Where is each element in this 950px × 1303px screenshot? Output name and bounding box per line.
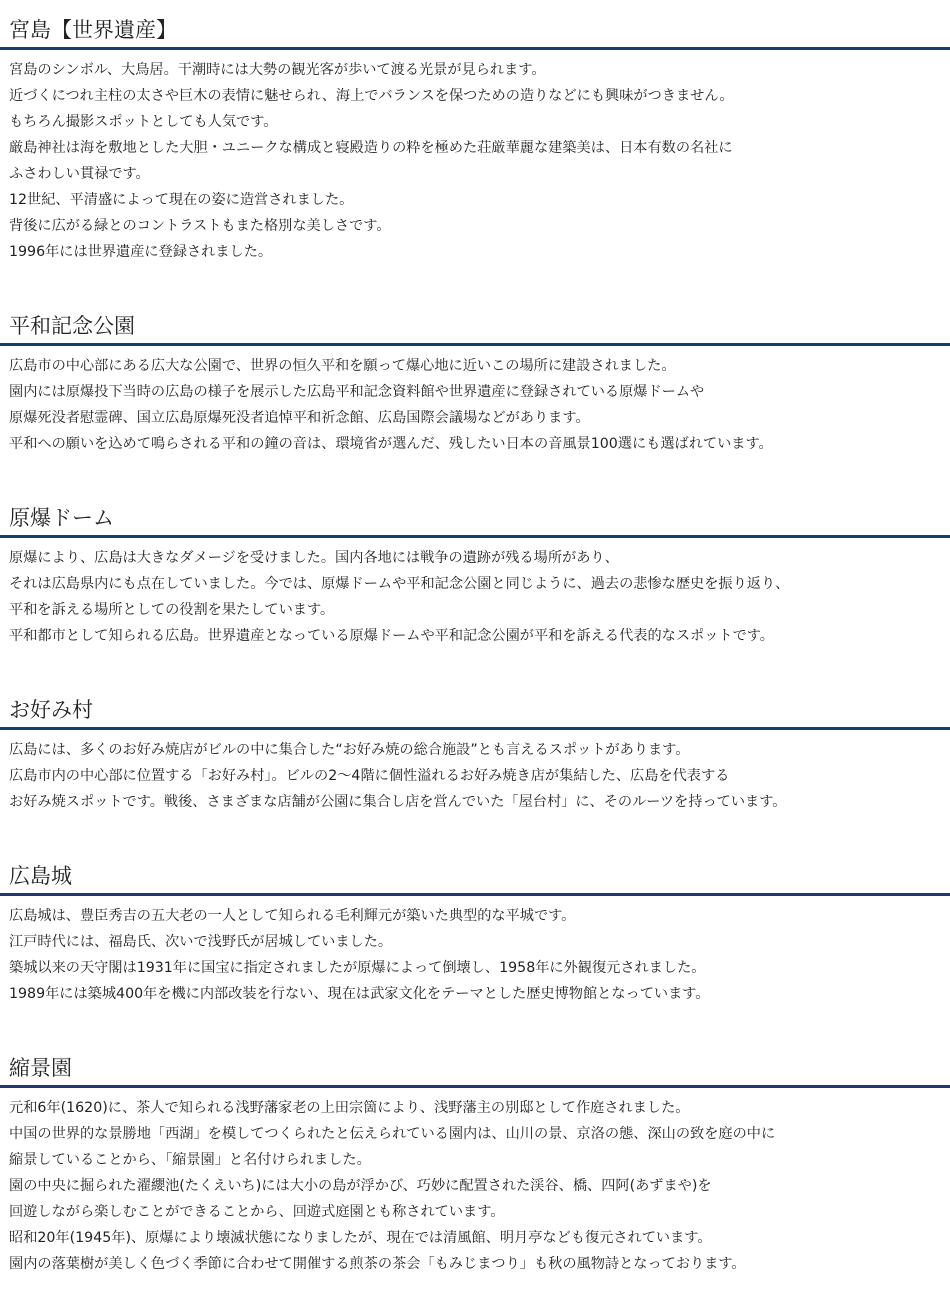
body-line: ふさわしい貫禄です。: [9, 166, 150, 182]
section-title: 縮景園: [9, 1056, 72, 1080]
section-body: [0, 730, 950, 815]
section-title: 宮島【世界遺産】: [9, 18, 177, 42]
body-line: 園の中央に掘られた濯纓池(たくえいち)には大小の島が浮かび、巧妙に配置された渓谷、橋、四阿(あずまや)を: [9, 1178, 712, 1194]
section-body: [0, 538, 950, 649]
section-title: お好み村: [9, 698, 93, 722]
body-line: それは広島県内にも点在していました。今では、原爆ドームや平和記念公園と同じように、過去の悲惨な歴史を振り返り、: [9, 576, 790, 592]
section-title: 原爆ドーム: [9, 506, 114, 530]
body-line: 厳島神社は海を敷地とした大胆・ユニークな構成と寝殿造りの粋を極めた荘厳華麗な建築美は、日本有数の名社に: [9, 140, 733, 156]
body-line: 縮景していることから、「縮景園」と名付けられました。: [9, 1152, 371, 1168]
section-body: [0, 346, 950, 457]
body-line: 昭和20年(1945年)、原爆により壊滅状態になりましたが、現在では清風館、明月亭なども復元されています。: [9, 1230, 712, 1246]
body-line: 広島には、多くのお好み焼店がビルの中に集合した“お好み焼の総合施設”とも言えるスポットがあります。: [9, 742, 690, 758]
body-line: 中国の世界的な景勝地「西湖」を模してつくられたと伝えられている園内は、山川の景、京洛の態、深山の致を庭の中に: [9, 1126, 776, 1142]
section-body: [0, 896, 950, 1007]
section-miyajima: [0, 15, 950, 265]
section-okonomi-mura: [0, 695, 950, 815]
body-line: もちろん撮影スポットとしても人気です。: [9, 114, 278, 130]
body-line: お好み焼スポットです。戦後、さまざまな店舗が公園に集合し店を営んでいた「屋台村」に、そのルーツを持っています。: [9, 794, 787, 810]
body-line: 江戸時代には、福島氏、次いで浅野氏が居城していました。: [9, 934, 393, 950]
section-hiroshima-castle: [0, 861, 950, 1007]
body-line: 宮島のシンボル、大鳥居。干潮時には大勢の観光客が歩いて渡る光景が見られます。: [9, 62, 546, 78]
body-line: 園内には原爆投下当時の広島の様子を展示した広島平和記念資料館や世界遺産に登録されている原爆ドームや: [9, 384, 705, 400]
body-line: 近づくにつれ主柱の太さや巨木の表情に魅せられ、海上でバランスを保つための造りなどにも興味がつきません。: [9, 88, 734, 104]
body-line: 1989年には築城400年を機に内部改装を行ない、現在は武家文化をテーマとした歴史博物館となっています。: [9, 986, 710, 1002]
body-line: 回遊しながら楽しむことができることから、回遊式庭園とも称されています。: [9, 1204, 505, 1220]
body-line: 広島城は、豊臣秀吉の五大老の一人として知られる毛利輝元が築いた典型的な平城です。: [9, 908, 576, 924]
section-title: 広島城: [9, 864, 72, 888]
body-line: 12世紀、平清盛によって現在の姿に造営されました。: [9, 192, 354, 208]
section-atomic-bomb-dome: [0, 503, 950, 649]
section-body: [0, 50, 950, 265]
body-line: 原爆死没者慰霊碑、国立広島原爆死没者追悼平和祈念館、広島国際会議場などがあります。: [9, 410, 590, 426]
body-line: 元和6年(1620)に、茶人で知られる浅野藩家老の上田宗箇により、浅野藩主の別邸として作庭されました。: [9, 1100, 690, 1116]
body-line: 1996年には世界遺産に登録されました。: [9, 244, 273, 260]
section-peace-memorial-park: [0, 311, 950, 457]
section-shukkeien: [0, 1053, 950, 1277]
section-body: [0, 1088, 950, 1277]
body-line: 平和都市として知られる広島。世界遺産となっている原爆ドームや平和記念公園が平和を訴える代表的なスポットです。: [9, 628, 774, 644]
body-line: 築城以来の天守閣は1931年に国宝に指定されましたが原爆によって倒壊し、1958年に外観復元されました。: [9, 960, 706, 976]
body-line: 広島市内の中心部に位置する「お好み村」。ビルの2〜4階に個性溢れるお好み焼き店が集結した、広島を代表する: [9, 768, 730, 784]
body-line: 平和への願いを込めて鳴らされる平和の鐘の音は、環境省が選んだ、残したい日本の音風景100選にも選ばれています。: [9, 436, 773, 452]
body-line: 背後に広がる緑とのコントラストもまた格別な美しさです。: [9, 218, 391, 234]
body-line: 広島市の中心部にある広大な公園で、世界の恒久平和を願って爆心地に近いこの場所に建設されました。: [9, 358, 676, 374]
body-line: 園内の落葉樹が美しく色づく季節に合わせて開催する煎茶の茶会「もみじまつり」も秋の風物詩となっております。: [9, 1256, 746, 1272]
body-line: 原爆により、広島は大きなダメージを受けました。国内各地には戦争の遺跡が残る場所があり、: [9, 550, 619, 566]
body-line: 平和を訴える場所としての役割を果たしています。: [9, 602, 335, 618]
section-title: 平和記念公園: [9, 314, 135, 338]
